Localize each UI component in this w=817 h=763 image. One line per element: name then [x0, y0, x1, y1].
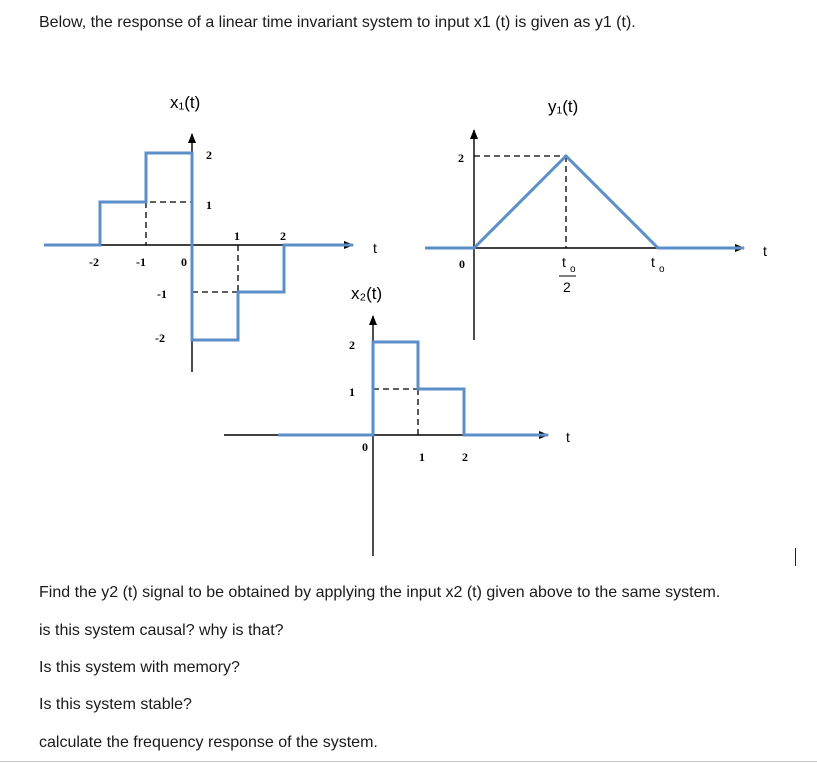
- y1-tick-origin: 0: [459, 257, 465, 271]
- x1-t-label: t: [373, 240, 377, 256]
- x2-name: x₂(t): [351, 284, 383, 303]
- y1-half-t-denominator: 2: [563, 279, 571, 295]
- x1-signal-trace: [44, 153, 353, 340]
- x1-level-2: 2: [206, 148, 212, 162]
- question-causal: is this system causal? why is that?: [39, 622, 284, 639]
- y1-level-2: 2: [458, 151, 464, 165]
- y1-t-o-label: t: [651, 254, 655, 270]
- x2-level-2: 2: [349, 338, 355, 352]
- y1-t-label: t: [763, 243, 767, 259]
- x2-tick-origin: 0: [362, 440, 368, 454]
- x2-level-1: 1: [349, 385, 355, 399]
- question-stable: Is this system stable?: [39, 696, 192, 713]
- y1-name: y₁(t): [548, 97, 579, 116]
- y1-half-t-numerator: t: [562, 254, 566, 270]
- y1-half-t-subscript: o: [570, 264, 576, 275]
- x1-level-neg1: -1: [157, 287, 167, 301]
- y1-plot: [425, 97, 767, 340]
- problem-intro: Below, the response of a linear time invariant system to input x1 (t) is given as y1 (t).: [39, 14, 636, 31]
- y1-signal-trace: [425, 156, 744, 248]
- x1-tick-neg1: -1: [136, 255, 146, 269]
- x1-level-1: 1: [206, 198, 212, 212]
- question-memory: Is this system with memory?: [39, 659, 240, 676]
- x1-name: x₁(t): [170, 93, 201, 112]
- y1-t-o-subscript: o: [659, 264, 665, 275]
- text-cursor: [795, 548, 796, 566]
- x2-tick-2: 2: [462, 450, 468, 464]
- x2-tick-1: 1: [419, 450, 425, 464]
- x1-tick-1: 1: [234, 229, 240, 243]
- x2-plot: [224, 284, 570, 556]
- question-frequency-response: calculate the frequency response of the system.: [39, 734, 378, 751]
- x2-guide-lines: [373, 389, 418, 435]
- x2-t-label: t: [566, 429, 570, 445]
- x1-plot: [44, 93, 377, 372]
- x1-tick-2: 2: [280, 229, 286, 243]
- page-bottom-rule: [0, 761, 817, 762]
- x1-level-neg2: -2: [155, 331, 165, 345]
- x1-tick-neg2: -2: [89, 255, 99, 269]
- x1-tick-origin: 0: [181, 255, 187, 269]
- question-y2-signal: Find the y2 (t) signal to be obtained by applying the input x2 (t) given above to the same system.: [39, 584, 721, 601]
